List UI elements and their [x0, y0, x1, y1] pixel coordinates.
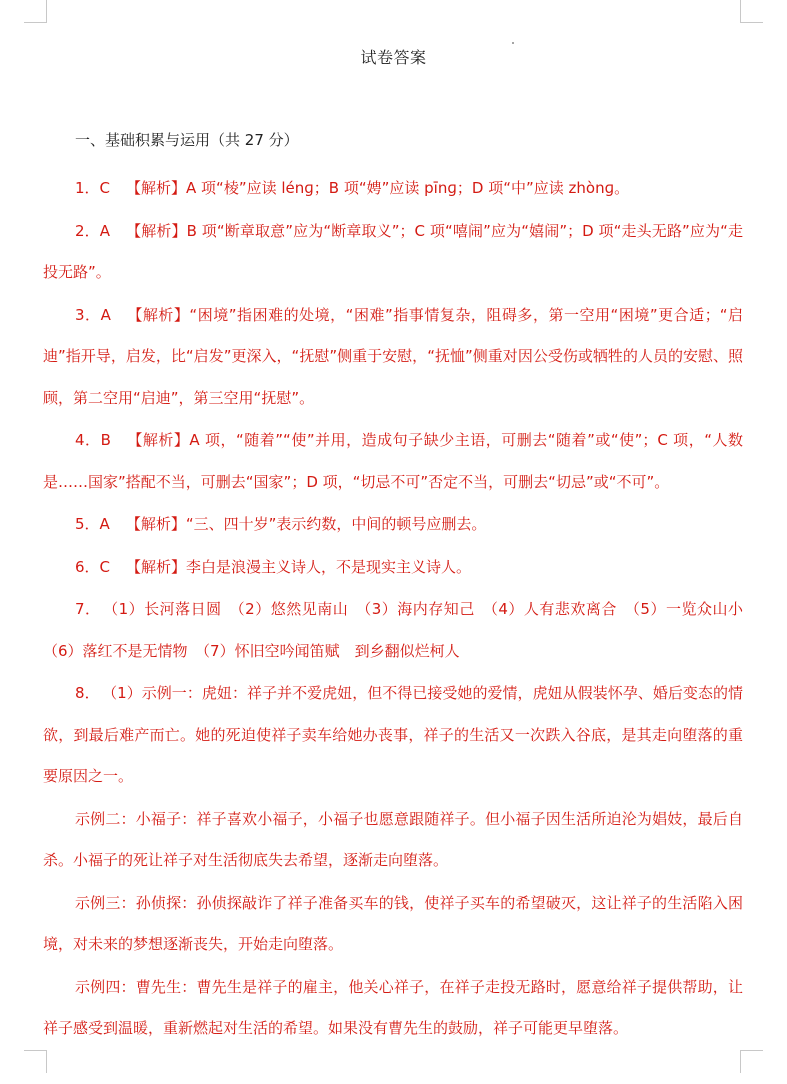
- example-3: 示例三：孙侦探：孙侦探敲诈了祥子准备买车的钱，使祥子买车的希望破灭，这让祥子的生活陷入困境，对未来的梦想逐渐丧失，开始走向堕落。: [43, 893, 743, 953]
- answer-item-6: [43, 547, 743, 589]
- answer-number: 5．A: [75, 515, 110, 533]
- answer-item-8: [43, 673, 743, 798]
- crop-mark-bottom-right: [740, 1050, 763, 1073]
- answer-number: 7．: [75, 600, 101, 618]
- section-heading: 一、基础积累与运用（共 27 分）: [75, 131, 299, 149]
- answer-number: 6．C: [75, 557, 111, 576]
- answer-item-7: [43, 589, 759, 672]
- answer-text: 【解析】“三、四十岁”表示约数，中间的顿号应删去。: [125, 515, 487, 533]
- answer-number: 8．: [75, 684, 100, 702]
- answer-text: 【解析】A 项“棱”应读 lénɡ；B 项“娉”应读 pīnɡ；D 项“中”应读 zhònɡ。: [126, 179, 630, 197]
- answer-item-1: [43, 168, 743, 210]
- crop-mark-bottom-left: [24, 1050, 47, 1073]
- crop-mark-top-right: [740, 0, 763, 23]
- answer-text: 【解析】“困境”指困难的处境，“困难”指事情复杂，阻碍多，第一空用“困境”更合适；“启迪”指开导，启发，比“启发”更深入，“抚慰”侧重于安慰，“抚恤”侧重对因公受伤或牺牲的人员的安慰、照顾，第二空用“启迪”，第三空用“抚慰”。: [43, 305, 743, 407]
- answer-item-4: [43, 420, 743, 503]
- crop-mark-top-left: [24, 0, 47, 23]
- answer-number: 2．A: [75, 221, 111, 240]
- answer-text: 【解析】李白是浪漫主义诗人，不是现实主义诗人。: [126, 557, 472, 576]
- answer-text: （1）长河落日圆 （2）悠然见南山 （3）海内存知己 （4）人有悲欢离合 （5）一览众山小 （6）落红不是无情物 （7）怀旧空吟闻笛赋 到乡翻似烂柯人: [43, 600, 759, 660]
- answer-text: 【解析】B 项“断章取意”应为“断章取义”；C 项“嘻闹”应为“嬉闹”；D 项“走头无路”应为“走投无路”。: [43, 221, 743, 281]
- example-4: 示例四：曹先生：曹先生是祥子的雇主，他关心祥子，在祥子走投无路时，愿意给祥子提供帮助，让祥子感受到温暖，重新燃起对生活的希望。如果没有曹先生的鼓励，祥子可能更早堕落。: [43, 977, 743, 1037]
- page-title: 试卷答案: [360, 48, 427, 67]
- answer-item-5: [43, 504, 743, 546]
- stray-dot: [512, 42, 514, 44]
- answer-number: 4．B: [75, 431, 111, 449]
- answer-text: 【解析】A 项，“随着”“使”并用，造成句子缺少主语，可删去“随着”或“使”；C 项，“人数是……国家”搭配不当，可删去“国家”；D 项，“切忌不可”否定不当，可删去“切忌”或“不可”。: [43, 431, 743, 491]
- answer-number: 3．A: [75, 305, 111, 324]
- answer-number: 1．C: [75, 179, 111, 197]
- answer-item-3: [43, 295, 743, 420]
- answer-content: [43, 126, 759, 1050]
- answer-item-2: [43, 211, 743, 294]
- example-2: 示例二：小福子：祥子喜欢小福子，小福子也愿意跟随祥子。但小福子因生活所迫沦为娼妓，最后自杀。小福子的死让祥子对生活彻底失去希望，逐渐走向堕落。: [43, 809, 743, 869]
- answer-text: （1）示例一：虎妞：祥子并不爱虎妞，但不得已接受她的爱情，虎妞从假装怀孕、婚后变态的情欲，到最后难产而亡。她的死迫使祥子卖车给她办丧事，祥子的生活又一次跌入谷底，是其走向堕落的重要原因之一。: [43, 684, 743, 785]
